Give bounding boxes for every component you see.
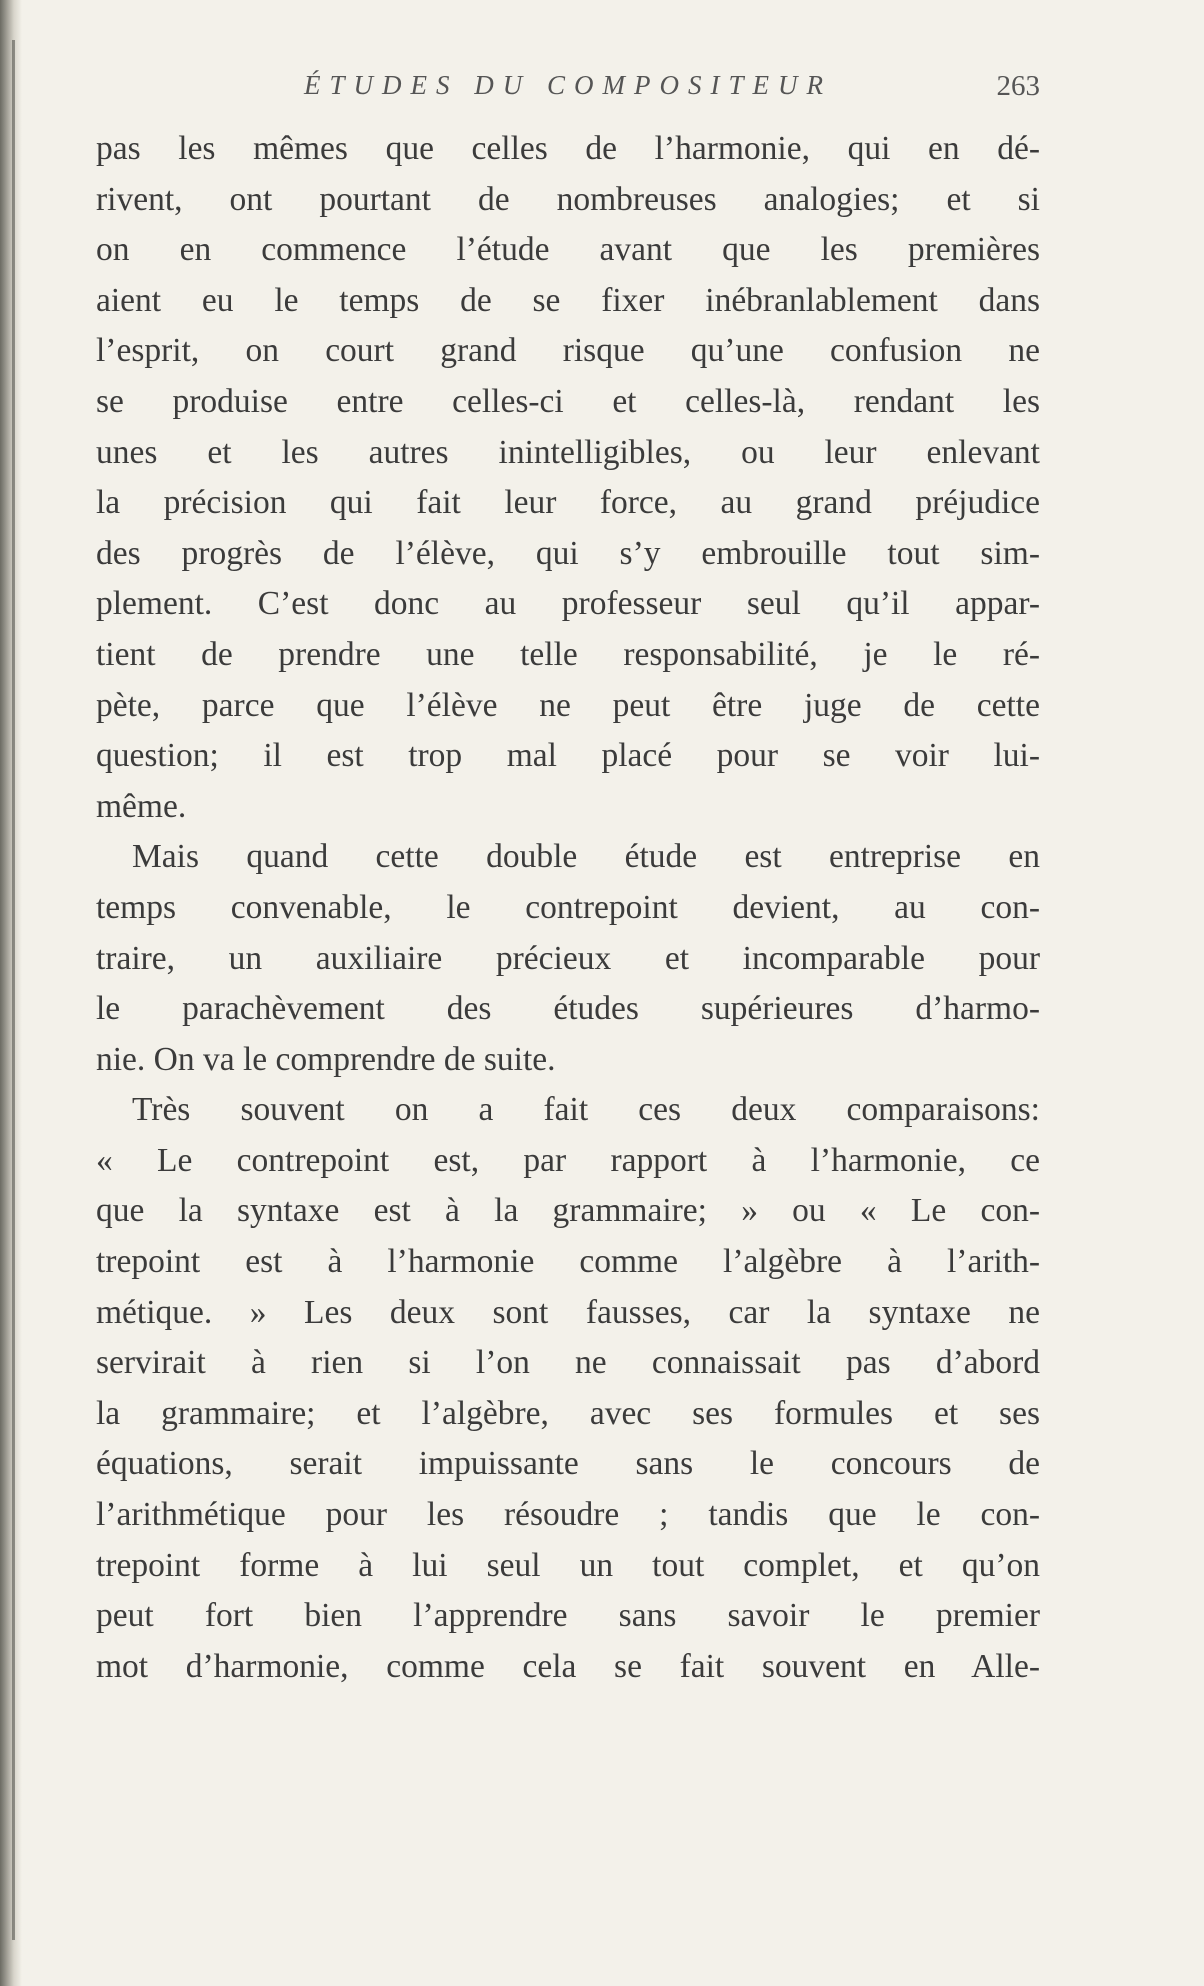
page-binding-edge — [0, 0, 22, 1986]
text-line: se produise entre celles-ci et celles-là, rendant les — [96, 382, 1040, 420]
text-line: question; il est trop mal placé pour se voir lui- — [96, 737, 1040, 775]
running-head-title: ÉTUDES DU COMPOSITEUR — [304, 70, 832, 100]
text-line: nie. On va le comprendre de suite. — [96, 1040, 556, 1078]
page-binding-line — [12, 40, 15, 1940]
text-line: mot d’harmonie, comme cela se fait souvent en Alle- — [96, 1647, 1040, 1685]
running-head — [96, 70, 1040, 110]
text-line: trepoint forme à lui seul un tout complet, et qu’on — [96, 1546, 1040, 1584]
text-line: l’esprit, on court grand risque qu’une confusion ne — [96, 332, 1040, 370]
text-line: plement. C’est donc au professeur seul qu’il appar- — [96, 585, 1040, 623]
text-line: tient de prendre une telle responsabilité, je le ré- — [96, 635, 1040, 673]
body-text — [96, 124, 1040, 1692]
text-line: on en commence l’étude avant que les premières — [96, 231, 1040, 269]
text-line: pas les mêmes que celles de l’harmonie, qui en dé- — [96, 130, 1040, 167]
text-line: que la syntaxe est à la grammaire; » ou « Le con- — [96, 1192, 1040, 1230]
text-line: la grammaire; et l’algèbre, avec ses formules et ses — [96, 1394, 1040, 1432]
paragraph-start-line: Très souvent on a fait ces deux comparaisons: — [132, 1091, 1040, 1129]
text-line: peut fort bien l’apprendre sans savoir le premier — [96, 1597, 1040, 1635]
text-line: temps convenable, le contrepoint devient, au con- — [96, 888, 1040, 926]
text-line: pète, parce que l’élève ne peut être juge de cette — [96, 686, 1040, 724]
paragraph-start-line: Mais quand cette double étude est entreprise en — [132, 838, 1040, 876]
page-number: 263 — [996, 70, 1040, 102]
text-line: aient eu le temps de se fixer inébranlablement dans — [96, 281, 1040, 319]
text-line: « Le contrepoint est, par rapport à l’harmonie, ce — [96, 1141, 1040, 1179]
text-line: le parachèvement des études supérieures d’harmo- — [96, 990, 1040, 1028]
text-line: la précision qui fait leur force, au grand préjudice — [96, 484, 1040, 522]
text-line: unes et les autres inintelligibles, ou leur enlevant — [96, 433, 1040, 471]
text-line: même. — [96, 787, 187, 825]
text-line: servirait à rien si l’on ne connaissait pas d’abord — [96, 1344, 1040, 1382]
text-line: l’arithmétique pour les résoudre ; tandis que le con- — [96, 1496, 1040, 1534]
text-line: équations, serait impuissante sans le concours de — [96, 1445, 1040, 1483]
text-line: traire, un auxiliaire précieux et incomparable pour — [96, 939, 1040, 977]
text-line: rivent, ont pourtant de nombreuses analogies; et si — [96, 180, 1040, 218]
text-line: trepoint est à l’harmonie comme l’algèbre à l’arith- — [96, 1243, 1040, 1281]
text-line: des progrès de l’élève, qui s’y embrouille tout sim- — [96, 534, 1040, 572]
text-line: métique. » Les deux sont fausses, car la syntaxe ne — [96, 1293, 1040, 1331]
